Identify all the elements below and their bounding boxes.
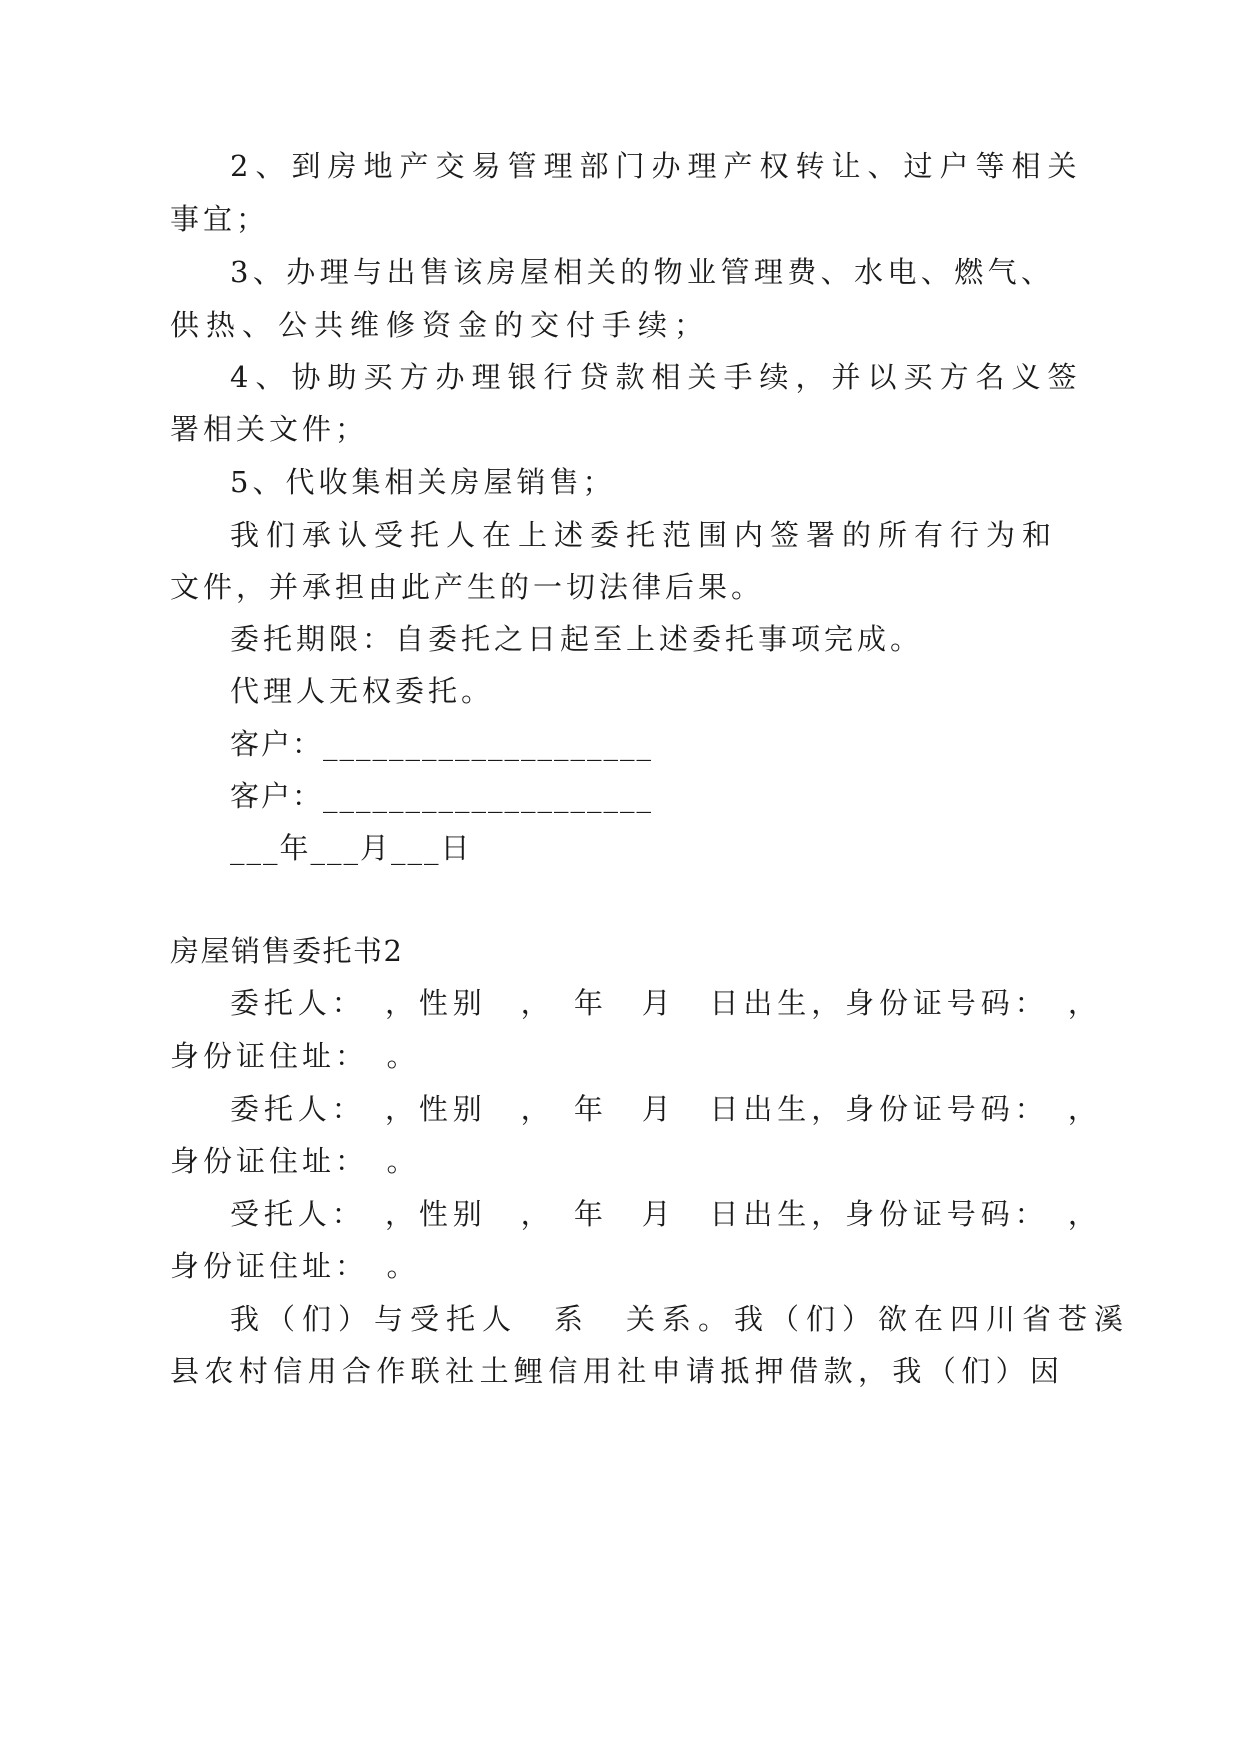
paragraph-line: 文件，并承担由此产生的一切法律后果。	[170, 570, 765, 604]
signature-line: 客户：____________________	[230, 727, 654, 761]
paragraph-line: 身份证住址： 。	[170, 1249, 420, 1283]
paragraph-line: 身份证住址： 。	[170, 1144, 420, 1178]
paragraph-line: 3、办理与出售该房屋相关的物业管理费、水电、燃气、	[230, 255, 1055, 289]
paragraph-line: 供热、公共维修资金的交付手续；	[170, 308, 711, 342]
paragraph-line: 4、协助买方办理银行贷款相关手续，并以买方名义签	[230, 360, 1084, 394]
date-line: ___年___月___日	[230, 831, 472, 865]
paragraph-line: 署相关文件；	[170, 412, 369, 446]
paragraph-line: 县农村信用合作联社土鲤信用社申请抵押借款，我（们）因	[170, 1354, 1065, 1388]
paragraph-line: 我们承认受托人在上述委托范围内签署的所有行为和	[230, 518, 1059, 552]
signature-line: 客户：____________________	[230, 779, 654, 813]
section-title: 房屋销售委托书2	[170, 934, 404, 968]
paragraph-line: 5、代收集相关房屋销售；	[230, 465, 616, 499]
paragraph-line: 事宜；	[170, 202, 270, 236]
paragraph-line: 委托期限：自委托之日起至上述委托事项完成。	[230, 622, 924, 656]
paragraph-line: 代理人无权委托。	[230, 674, 495, 708]
paragraph-line: 身份证住址： 。	[170, 1039, 420, 1073]
paragraph-line: 委托人： ，性别 ， 年 月 日出生，身份证号码： ，	[230, 1092, 1102, 1126]
paragraph-line: 2、到房地产交易管理部门办理产权转让、过户等相关	[230, 149, 1084, 183]
paragraph-line: 委托人： ，性别 ， 年 月 日出生，身份证号码： ，	[230, 986, 1102, 1020]
paragraph-line: 受托人： ，性别 ， 年 月 日出生，身份证号码： ，	[230, 1197, 1102, 1231]
paragraph-line: 我（们）与受托人 系 关系。我（们）欲在四川省苍溪	[230, 1302, 1131, 1336]
